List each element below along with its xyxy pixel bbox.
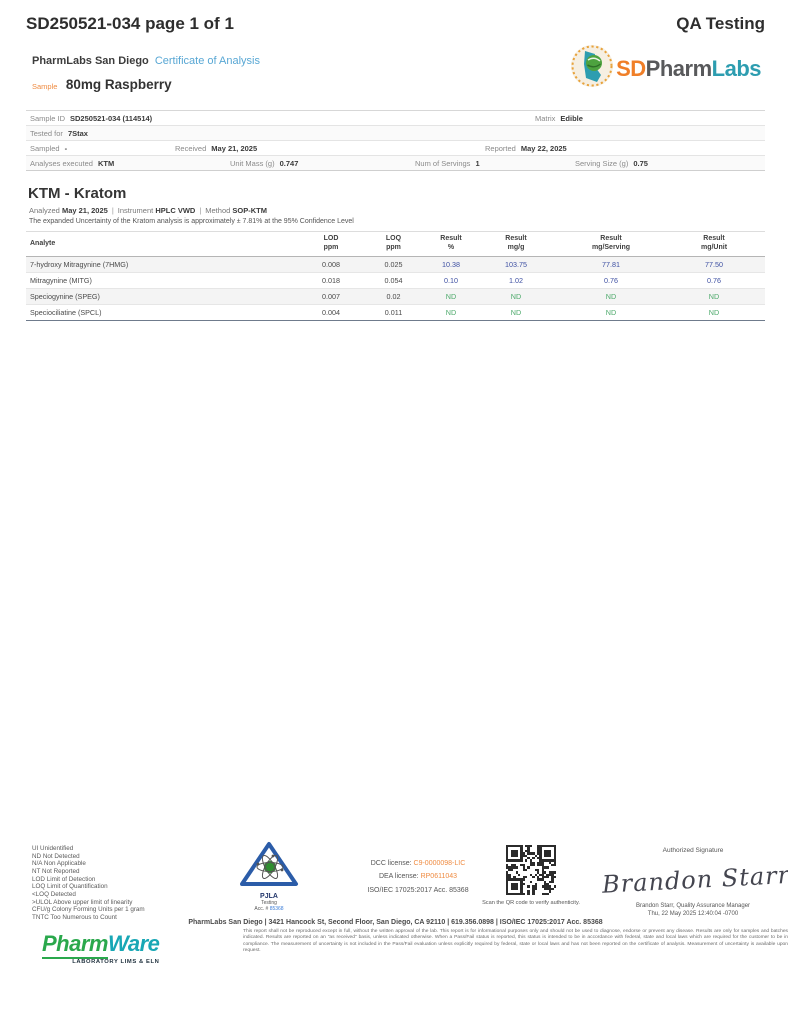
sdpharmlabs-logo [570, 44, 761, 93]
legend-item: ND Not Detected [32, 852, 80, 860]
table-row: Speciogynine (SPEG) 0.007 0.02 ND ND ND ND [26, 289, 765, 305]
pjla-acc-number: 85368 [269, 906, 284, 912]
qr-caption: Scan the QR code to verify authenticity. [482, 900, 580, 906]
analyses-value: KTM [97, 158, 115, 168]
abbreviation-legend [32, 845, 145, 922]
reported-value: May 22, 2025 [520, 143, 567, 153]
pjla-accreditation-badge: PJLA Testing Acc. # 85368 [226, 841, 312, 912]
svg-text:Brandon Starr: Brandon Starr [601, 860, 788, 899]
dea-license-value: RP0611043 [420, 873, 458, 881]
sample-name: 80mg Raspberry [65, 77, 172, 92]
tested-for-value: 7Stax [67, 128, 88, 138]
results-header-row: Analyte LOD ppm LOQ ppm Result % Result mg/g Result mg/Serving Result mg/Unit [26, 231, 765, 257]
legend-item: LOD Limit of Detection [32, 875, 96, 883]
license-block: DCC license: C9-0000098-LIC DEA license: RP0611043 ISO/IEC 17025:2017 Acc. 85368 [338, 857, 498, 897]
analyzed-date: May 21, 2025 [61, 206, 108, 215]
signature-block [598, 847, 788, 919]
qa-testing-label: QA Testing [676, 14, 765, 33]
info-row-sample-id: Sample ID SD250521-034 (114514) Matrix Edible [26, 111, 765, 126]
table-row: 7-hydroxy Mitragynine (7HMG) 0.008 0.025 10.38 103.75 77.81 77.50 [26, 257, 765, 273]
dcc-license-value: C9-0000098-LIC [413, 860, 466, 867]
signature-timestamp: Thu, 22 May 2025 12:40:04 -0700 [647, 911, 739, 918]
footer-address: PharmLabs San Diego | 3421 Hancock St, Second Floor, San Diego, CA 92110 | 619.356.0898 | ISO/IEC 17025:2017 Acc. 85368 [188, 919, 603, 926]
sdpharmlabs-wordmark: SDPharmLabs [616, 55, 761, 81]
serving-size-value: 0.75 [633, 158, 648, 168]
sample-info-table [26, 110, 765, 171]
legend-item: LOQ Limit of Quantification [32, 883, 108, 891]
table-row: Mitragynine (MITG) 0.018 0.054 0.10 1.02 0.76 0.76 [26, 273, 765, 289]
received-value: May 21, 2025 [211, 143, 258, 153]
qr-verification-block [458, 843, 604, 906]
lab-name: PharmLabs San Diego [32, 55, 149, 67]
legend-item: N/A Non Applicable [32, 860, 86, 868]
results-table [26, 231, 765, 321]
legend-item: >ULOL Above upper limit of linearity [32, 898, 133, 906]
legend-item: TNTC Too Numerous to Count [32, 914, 117, 922]
matrix-value: Edible [560, 113, 583, 123]
table-row: Speciociliatine (SPCL) 0.004 0.011 ND ND ND ND [26, 305, 765, 321]
analysis-meta: Analyzed May 21, 2025 | Instrument HPLC VWD | Method SOP-KTM [29, 206, 267, 215]
unit-mass-value: 0.747 [279, 158, 299, 168]
pjla-logo-icon [239, 874, 299, 891]
legend-item: NT Not Reported [32, 868, 80, 876]
certificate-title: Certificate of Analysis [154, 55, 260, 67]
sample-label: Sample [32, 82, 58, 91]
info-row-measurements: Analyses executed KTM Unit Mass (g) 0.747 Num of Servings 1 Serving Size (g) 0.75 [26, 156, 765, 171]
signature-script [598, 860, 788, 900]
sampled-value: - [64, 143, 68, 153]
document-id: SD250521-034 page 1 of 1 [26, 14, 234, 33]
method-value: SOP-KTM [232, 206, 267, 215]
uncertainty-note: The expanded Uncertainty of the Kratom analysis is approximately ± 7.81% at the 95% Confidence Level [29, 218, 354, 225]
num-servings-value: 1 [475, 158, 480, 168]
pharmware-tagline: LABORATORY LIMS & ELN [72, 959, 160, 965]
pharmware-logo: PharmWare LABORATORY LIMS & ELN [42, 931, 160, 965]
legend-item: CFU/g Colony Forming Units per 1 gram [32, 906, 145, 914]
info-row-tested-for: Tested for 7Stax [26, 126, 765, 141]
qr-code [504, 843, 558, 897]
signatory-name-title: Brandon Starr, Quality Assurance Manager [635, 903, 751, 909]
sdpharmlabs-emblem-icon [570, 44, 614, 93]
instrument-value: HPLC VWD [155, 206, 196, 215]
info-row-dates: Sampled - Received May 21, 2025 Reported May 22, 2025 [26, 141, 765, 156]
footer-disclaimer: This report shall not be reproduced except in full, without the written approval of the lab. This report is for informational purposes only and should not be used to diagnose, endorse or prevent any disease. Results are only for samples and batches indicated. Results are reported on an "as received" basis, unless indicated otherwise. When a Pass/Fail status is reported, this status is intended to be in accordance with federal, state and local laws which are required for the customer to be in compliance. The measurement of uncertainty is not included in the Pass/Fail evaluation unless explicitly required by federal, state or local laws and has not been reported on the certificate of analysis. Measurement of uncertainty is available upon request. [243, 929, 788, 954]
legend-item: UI Unidentified [32, 845, 74, 852]
section-title: KTM - Kratom [28, 185, 127, 202]
page-header [26, 14, 765, 34]
sample-id-value: SD250521-034 (114514) [70, 113, 153, 123]
legend-item: <LOQ Detected [32, 891, 76, 899]
authorized-signature-label: Authorized Signature [662, 847, 724, 854]
iso-accreditation: ISO/IEC 17025:2017 Acc. 85368 [367, 886, 469, 894]
